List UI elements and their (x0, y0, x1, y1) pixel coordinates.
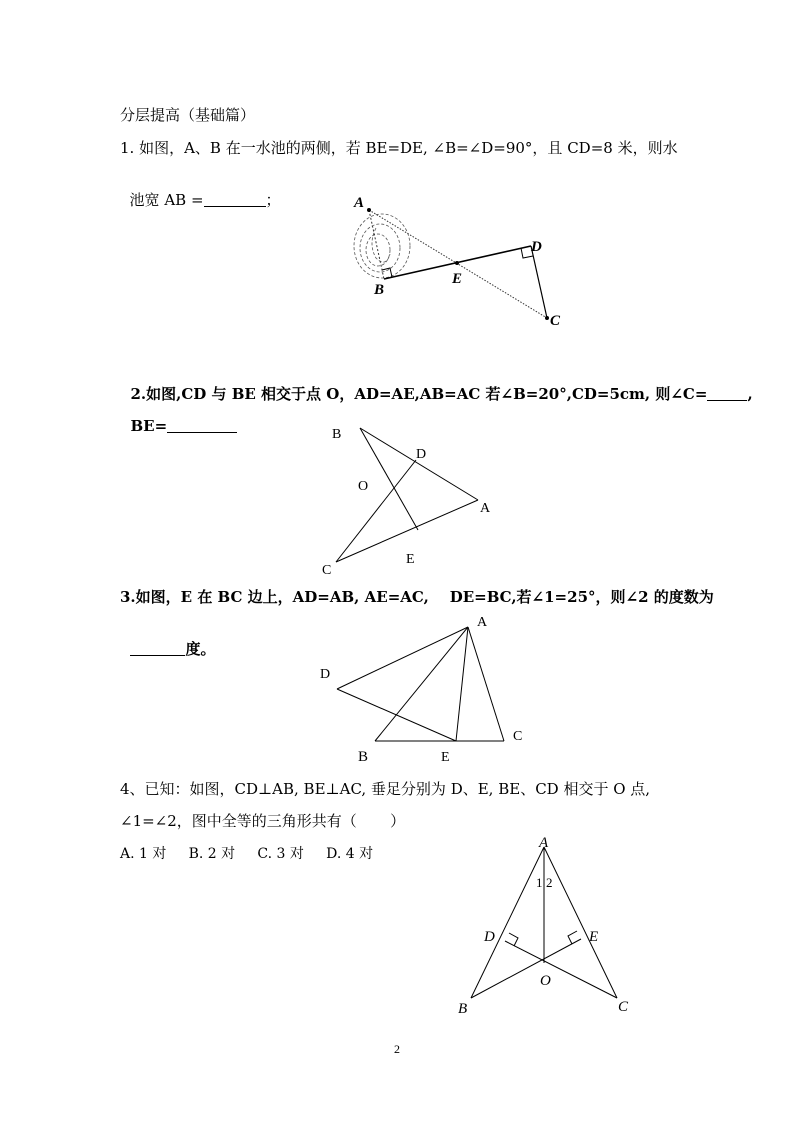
q2-line1-text: 2.如图,CD 与 BE 相交于点 O，AD=AE,AB=AC 若∠B=20°,CD=5cm, 则∠C= (130, 385, 708, 403)
label-d: D (416, 447, 427, 462)
label-angle-1: 1 (536, 875, 543, 890)
label-o: O (358, 479, 369, 494)
q1-line1: 1. 如图，A、B 在一水池的两侧，若 BE=DE, ∠B=∠D=90°，且 CD=8 米，则水 (120, 139, 678, 157)
q2-line2 (120, 396, 237, 436)
label-d: D (484, 929, 495, 945)
label-a: A (477, 615, 488, 630)
line-be (360, 428, 418, 530)
q3-line2-tail: 度。 (185, 640, 216, 658)
line-ac (544, 847, 617, 998)
line-cd (336, 460, 416, 562)
line-ab (369, 210, 384, 279)
point-c (545, 316, 549, 320)
line-ab (471, 847, 544, 998)
label-angle-2: 2 (546, 875, 553, 890)
point-a (367, 208, 371, 212)
line-ba (360, 428, 478, 500)
label-d: D (531, 239, 542, 255)
point-e (455, 261, 459, 265)
label-a: A (480, 501, 491, 516)
pond-sketch (354, 214, 410, 278)
q2-line2-text: BE= (130, 417, 168, 435)
section-title: 分层提高（基础篇） (120, 106, 256, 124)
label-a: A (539, 835, 549, 851)
q4-line1: 4、已知：如图，CD⊥AB, BE⊥AC, 垂足分别为 D、E, BE、CD 相交于 O 点, (120, 780, 651, 798)
q2-figure (320, 420, 500, 580)
q3-figure (315, 612, 535, 767)
label-e: E (406, 552, 415, 567)
q1-figure (340, 188, 580, 333)
label-e: E (441, 750, 450, 765)
label-e: E (589, 929, 599, 945)
label-a: A (354, 195, 365, 211)
q2-answer-blank-c (707, 385, 747, 401)
q2-answer-blank-be (167, 417, 237, 433)
line-dc (531, 246, 547, 318)
line-ab (375, 627, 468, 741)
right-angle-b (382, 268, 392, 277)
label-o: O (540, 973, 551, 989)
label-c: C (618, 999, 629, 1015)
line-be (471, 939, 581, 998)
label-b: B (332, 427, 342, 442)
label-c: C (513, 729, 523, 744)
line-ac (468, 627, 504, 741)
q1-line2-tail: ； (265, 191, 281, 209)
label-d: D (320, 667, 331, 682)
q1-answer-blank (204, 191, 266, 207)
page-number: 2 (394, 1042, 400, 1056)
label-c: C (550, 313, 561, 329)
label-b: B (374, 282, 385, 298)
q4-line2: ∠1=∠2，图中全等的三角形共有（ ） (120, 812, 406, 830)
label-c: C (322, 563, 332, 578)
q3-line1: 3.如图，E 在 BC 边上，AD=AB, AE=AC, DE=BC,若∠1=25°，则∠2 的度数为 (120, 588, 714, 606)
q3-answer-blank (130, 640, 185, 656)
line-ae (456, 627, 468, 741)
label-b: B (458, 1001, 468, 1017)
line-da (337, 627, 468, 689)
label-e: E (452, 271, 463, 287)
q2-line1-tail: , (747, 385, 753, 403)
q1-line2 (120, 170, 281, 210)
label-b: B (358, 749, 369, 765)
q3-line2 (120, 619, 215, 659)
q4-figure (450, 835, 640, 1020)
q1-line2-text: 池宽 AB = (129, 191, 204, 209)
q4-options: A. 1 对 B. 2 对 C. 3 对 D. 4 对 (120, 846, 374, 862)
